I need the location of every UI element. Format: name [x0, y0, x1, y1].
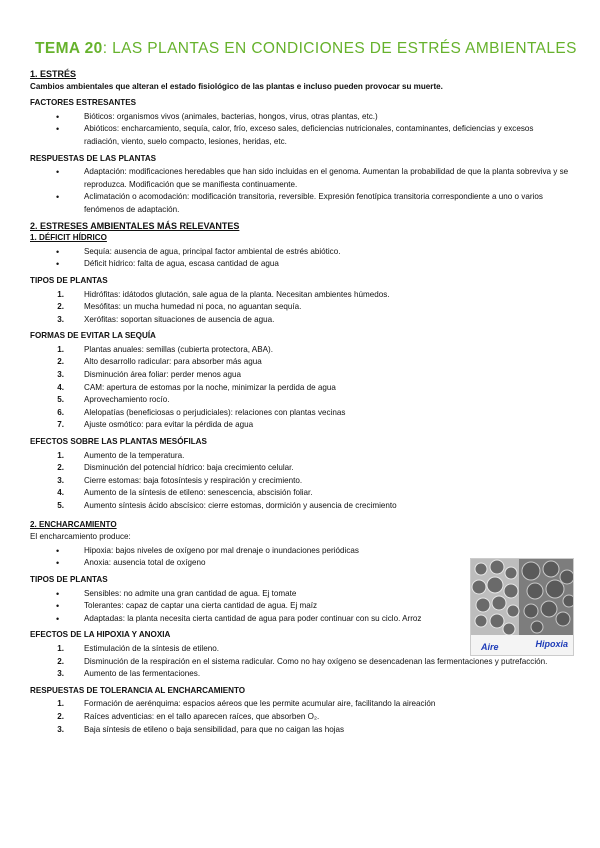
list-number: 4.: [57, 488, 64, 498]
list-text: Estimulación de la síntesis de etileno.: [84, 643, 219, 653]
list-number: 1.: [57, 643, 64, 653]
list-item: [30, 369, 570, 382]
list-number: 2.: [57, 656, 64, 666]
list-number: 5.: [57, 501, 64, 510]
list-item: [30, 301, 570, 314]
list-item: • Déficit hídrico: falta de agua, escasa cantidad de agua: [30, 258, 570, 271]
respuestas-heading: RESPUESTAS DE LAS PLANTAS: [30, 153, 157, 163]
list-text: Disminución del potencial hídrico: baja crecimiento celular.: [84, 463, 294, 473]
list-item: • Sequía: ausencia de agua, principal factor ambiental de estrés abiótico.: [30, 246, 570, 259]
efectos-heading: EFECTOS SOBRE LAS PLANTAS MESÓFILAS: [30, 437, 207, 447]
formas-heading: FORMAS DE EVITAR LA SEQUÍA: [30, 331, 156, 341]
list-number: 5.: [57, 395, 64, 405]
list-item: • Adaptación: modificaciones heredables que han sido incluidas en el genoma. Aumentan la probabilidad de que la planta sobreviva y se reproduzca. Modificación que se manifiesta continuamente.: [30, 166, 570, 191]
formas-list: [30, 344, 570, 432]
list-text: Disminución de la respiración en el sistema radicular. Como no hay oxígeno se desencadenan las fermentaciones y putrefacción.: [84, 656, 548, 666]
list-text: Hidrófitas: idátodos glutación, sale agua de la planta. Necesitan ambientes húmedos.: [84, 289, 390, 299]
list-item: [30, 289, 570, 302]
list-item: • Anoxia: ausencia total de oxígeno: [30, 557, 570, 570]
tipos-list: [30, 289, 570, 327]
list-text: Raíces adventicias: en el tallo aparecen raíces, que absorben O₂.: [84, 711, 320, 721]
list-text: Plantas anuales: semillas (cubierta protectora, ABA).: [84, 344, 273, 354]
tolerancia-list: [30, 698, 570, 736]
list-item: • Adaptadas: la planta necesita cierta cantidad de agua para poder continuar con su ciclo. Arroz: [30, 613, 570, 626]
list-text: Baja síntesis de etileno o baja sensibilidad, para que no caigan las hojas: [84, 724, 345, 734]
list-item: [30, 500, 570, 513]
list-item: [30, 344, 570, 357]
list-item: • Sensibles: no admite una gran cantidad de agua. Ej tomate: [30, 588, 570, 601]
tolerancia-heading: RESPUESTAS DE TOLERANCIA AL ENCHARCAMIENTO: [30, 685, 246, 695]
list-item: [30, 487, 570, 500]
list-item: [30, 382, 570, 395]
section-heading-estreses: 2. ESTRESES AMBIENTALES MÁS RELEVANTES: [30, 220, 240, 231]
list-number: 1.: [57, 344, 64, 354]
list-number: 4.: [57, 382, 64, 392]
list-number: 2.: [57, 711, 64, 721]
list-item: • Abióticos: encharcamiento, sequía, calor, frío, exceso sales, deficiencias nutricionales, contaminantes, deficiencias y excesos radiación, viento, suelo compacto, lesiones, heridas, etc.: [30, 123, 570, 148]
respuestas-list: [30, 166, 570, 216]
list-number: 2.: [57, 463, 64, 473]
list-text: Alelopatías (beneficiosas o perjudiciales): relaciones con plantas vecinas: [84, 407, 346, 417]
deficit-list: [30, 246, 570, 271]
list-number: 7.: [57, 420, 64, 430]
list-number: 6.: [57, 407, 64, 417]
list-text: Xerófitas: soportan situaciones de ausencia de agua.: [84, 314, 275, 324]
list-item: • Bióticos: organismos vivos (animales, bacterias, hongos, virus, otras plantas, etc.): [30, 111, 570, 124]
tipos2-heading: TIPOS DE PLANTAS: [30, 574, 108, 584]
subsection-encharcamiento-heading: 2. ENCHARCAMIENTO: [30, 519, 117, 529]
hipoxia-heading: EFECTOS DE LA HIPOXIA Y ANOXIA: [30, 630, 171, 640]
list-number: 3.: [57, 370, 64, 380]
list-number: 2.: [57, 302, 64, 312]
list-number: 2.: [57, 357, 64, 367]
list-text: Alto desarrollo radicular: para absorber más agua: [84, 357, 262, 367]
list-number: 3.: [57, 475, 64, 485]
list-item: [30, 419, 570, 432]
list-number: 1.: [57, 699, 64, 709]
list-number: 1.: [57, 289, 64, 299]
efectos-list: [30, 450, 570, 513]
list-text: Mesófitas: un mucha humedad ni poca, no aguantan sequía.: [84, 302, 302, 312]
list-text: CAM: apertura de estomas por la noche, minimizar la perdida de agua: [84, 382, 336, 392]
list-item: • Hipoxia: bajos niveles de oxígeno por mal drenaje o inundaciones periódicas: [30, 545, 570, 558]
list-number: 3.: [57, 314, 64, 324]
subsection-deficit-heading: 1. DÉFICIT HÍDRICO: [30, 233, 107, 243]
factores-list: [30, 111, 570, 149]
list-item: [30, 394, 570, 407]
list-item: • Aclimatación o acomodación: modificación transitoria, reversible. Expresión fenotípica transitoria correspondiente a uno o varios fenómenos de adaptación.: [30, 191, 570, 216]
list-item: [30, 462, 570, 475]
list-item: [30, 711, 570, 724]
list-text: Ajuste osmótico: para evitar la pérdida de agua: [84, 420, 254, 430]
aerenchyma-micrograph: [470, 558, 574, 656]
caption-aire: Aire: [481, 642, 499, 652]
list-item: [30, 475, 570, 488]
section-intro: Cambios ambientales que alteran el estado fisiológico de las plantas e incluso pueden provocar su muerte.: [30, 81, 443, 91]
list-item: [30, 698, 570, 711]
list-text: Aumento de la temperatura.: [84, 450, 185, 460]
list-text: Cierre estomas: baja fotosíntesis y respiración y crecimiento.: [84, 475, 303, 485]
section-heading-estres: 1. ESTRÉS: [30, 69, 77, 79]
caption-hipoxia: Hipoxia: [535, 639, 568, 649]
list-text: Aumento síntesis ácido abscísico: cierre estomas, dormición y ausencia de crecimiento: [84, 501, 397, 510]
list-text: Aprovechamiento rocío.: [84, 395, 170, 405]
tipos-heading: TIPOS DE PLANTAS: [30, 275, 108, 285]
factores-heading: FACTORES ESTRESANTES: [30, 98, 136, 108]
list-number: 1.: [57, 450, 64, 460]
list-item: • Tolerantes: capaz de captar una cierta cantidad de agua. Ej maíz: [30, 600, 570, 613]
title-topic-number: TEMA 20: [35, 40, 103, 57]
list-item: [30, 656, 570, 669]
list-item: [30, 407, 570, 420]
list-number: 3.: [57, 724, 64, 734]
list-item: [30, 724, 570, 737]
list-item: [30, 450, 570, 463]
encharcamiento-intro: El encharcamiento produce:: [30, 532, 131, 542]
list-number: 3.: [57, 669, 64, 679]
list-text: Disminución área foliar: perder menos agua: [84, 370, 242, 380]
list-text: Formación de aerénquima: espacios aéreos que les permite acumular aire, facilitando la aireación: [84, 699, 436, 709]
list-item: [30, 314, 570, 327]
list-text: Aumento de la síntesis de etileno: senescencia, abscisión foliar.: [84, 488, 313, 498]
title-text: : LAS PLANTAS EN CONDICIONES DE ESTRÉS AMBIENTALES: [102, 40, 577, 57]
page-title: [35, 40, 577, 58]
list-item: [30, 668, 570, 681]
list-text: Aumento de las fermentaciones.: [84, 669, 201, 679]
list-item: [30, 356, 570, 369]
